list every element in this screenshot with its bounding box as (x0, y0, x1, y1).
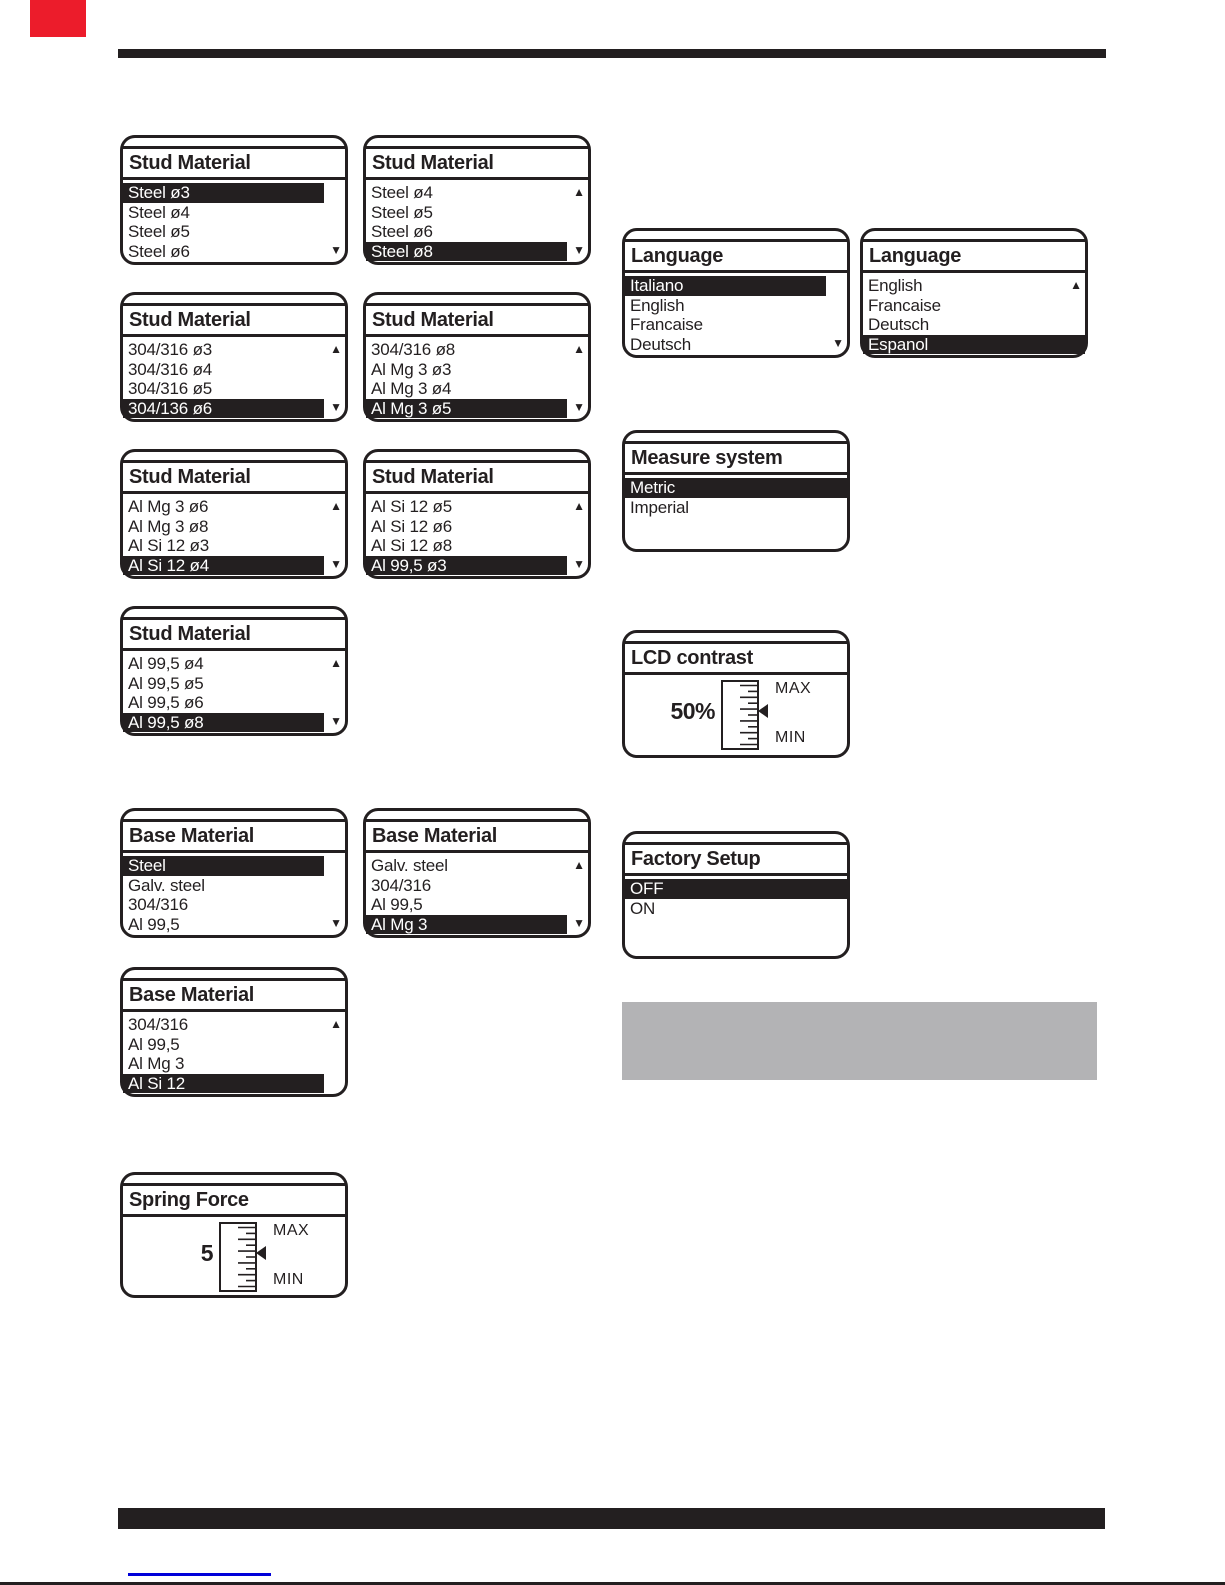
menu-item (123, 654, 345, 674)
menu-item (366, 876, 588, 896)
menu-item-label: Al Mg 3 ø6 (128, 497, 209, 516)
menu-item (123, 876, 345, 896)
menu-item (123, 856, 345, 876)
screen-top-line (625, 231, 847, 242)
menu-item (123, 203, 345, 223)
menu-item-label: 304/316 (128, 1015, 189, 1034)
gauge-pointer-icon (256, 1246, 266, 1260)
menu-item-label: Al Si 12 ø8 (371, 536, 452, 555)
menu-item-label: Francaise (868, 295, 941, 315)
screen-title: Stud Material (123, 463, 345, 494)
lcd-screen-stud-material-5 (120, 449, 348, 579)
menu-item-label: Al Mg 3 ø4 (371, 379, 452, 398)
scroll-up-arrow-icon: ▲ (573, 857, 585, 872)
gauge-body (625, 675, 847, 755)
scroll-up-arrow-icon: ▲ (573, 498, 585, 513)
menu-item-label: Deutsch (630, 334, 691, 354)
menu-item (123, 556, 345, 576)
menu-item-label: Al 99,5 (128, 1034, 180, 1054)
scroll-down-arrow-icon: ▼ (832, 336, 844, 351)
screen-top-line (625, 433, 847, 444)
menu-item (123, 340, 345, 360)
gauge-max-label: MAX (775, 680, 812, 697)
menu-item-label: Deutsch (868, 315, 929, 334)
menu-item-label: Al Mg 3 (128, 1054, 185, 1073)
scroll-up-arrow-icon: ▲ (330, 498, 342, 513)
menu-item (366, 242, 588, 262)
menu-item-label: Al Si 12 ø4 (128, 555, 209, 575)
menu-item (625, 276, 847, 296)
menu-item-label: Steel (128, 856, 166, 875)
menu-item (366, 856, 588, 876)
menu-item-label: Steel ø8 (371, 241, 433, 261)
scroll-down-arrow-icon: ▼ (330, 400, 342, 415)
lcd-screen-stud-material-4 (363, 292, 591, 422)
menu-item-label: Al Si 12 ø3 (128, 536, 209, 555)
scroll-up-arrow-icon: ▲ (573, 184, 585, 199)
menu-item (123, 379, 345, 399)
screen-title: Stud Material (123, 620, 345, 651)
menu-item (123, 360, 345, 380)
menu-item (123, 242, 345, 262)
menu-item-label: Al Mg 3 ø8 (128, 516, 209, 536)
lcd-screen-stud-material-1 (120, 135, 348, 265)
screen-title: Language (863, 242, 1085, 273)
menu-list (123, 180, 345, 261)
menu-list (123, 1012, 345, 1093)
menu-item (863, 335, 1085, 355)
menu-list (366, 853, 588, 934)
menu-item (366, 222, 588, 242)
screen-top-line (123, 138, 345, 149)
lcd-screen-language-1 (622, 228, 850, 358)
menu-item-label: Al 99,5 ø8 (128, 712, 204, 732)
menu-list (366, 180, 588, 261)
menu-item (625, 879, 847, 899)
menu-item (366, 399, 588, 419)
menu-item (366, 340, 588, 360)
screen-title: Stud Material (366, 463, 588, 494)
menu-item (625, 335, 847, 355)
hyperlink-underline[interactable] (128, 1573, 271, 1576)
menu-item (366, 536, 588, 556)
menu-item (123, 517, 345, 537)
scroll-down-arrow-icon: ▼ (330, 243, 342, 258)
menu-item (366, 517, 588, 537)
menu-list (123, 853, 345, 934)
gauge-body (123, 1217, 345, 1297)
lcd-screen-language-2 (860, 228, 1088, 358)
menu-item-label: Al 99,5 ø5 (128, 673, 204, 693)
menu-item-label: Steel ø5 (128, 222, 190, 241)
screen-title: Spring Force (123, 1186, 345, 1217)
menu-item-label: Al Si 12 ø6 (371, 516, 452, 536)
menu-item-label: Al Mg 3 ø5 (371, 398, 452, 418)
menu-item-label: Francaise (630, 315, 703, 334)
menu-item (366, 556, 588, 576)
lcd-screen-spring-force (120, 1172, 348, 1298)
menu-item-label: Imperial (630, 497, 689, 517)
menu-item-label: 304/316 ø4 (128, 359, 213, 379)
screen-title: Base Material (123, 822, 345, 853)
menu-item (366, 360, 588, 380)
menu-item (123, 713, 345, 733)
menu-item-label: Italiano (630, 276, 684, 295)
menu-item (625, 899, 847, 919)
menu-item (123, 222, 345, 242)
menu-item (123, 183, 345, 203)
scroll-down-arrow-icon: ▼ (330, 557, 342, 572)
menu-list (625, 475, 847, 517)
menu-item (863, 315, 1085, 335)
menu-item-label: Al 99,5 ø4 (128, 654, 204, 673)
menu-item (123, 1074, 345, 1094)
screen-top-line (123, 811, 345, 822)
menu-item-label: 304/316 (128, 895, 189, 914)
menu-item (123, 693, 345, 713)
screen-top-line (123, 1175, 345, 1186)
screen-top-line (366, 295, 588, 306)
menu-item (123, 497, 345, 517)
menu-item-label: OFF (630, 879, 664, 898)
menu-item-label: 304/316 ø3 (128, 340, 213, 359)
menu-item (123, 399, 345, 419)
menu-item (625, 498, 847, 518)
lcd-screen-measure-system (622, 430, 850, 552)
menu-item (123, 1054, 345, 1074)
scroll-up-arrow-icon: ▲ (1070, 277, 1082, 292)
scroll-down-arrow-icon: ▼ (573, 400, 585, 415)
lcd-screen-factory-setup (622, 831, 850, 959)
menu-item-label: Al Si 12 (128, 1073, 185, 1093)
bottom-edge-rule (0, 1582, 1225, 1585)
menu-item (366, 203, 588, 223)
menu-item (366, 183, 588, 203)
menu-list (625, 273, 847, 354)
menu-item-label: Al 99,5 ø6 (128, 693, 204, 712)
screen-title: Measure system (625, 444, 847, 475)
scroll-down-arrow-icon: ▼ (573, 243, 585, 258)
menu-item (863, 276, 1085, 296)
menu-item-label: Al 99,5 (128, 914, 180, 934)
screen-title: Factory Setup (625, 845, 847, 876)
lcd-screen-stud-material-6 (363, 449, 591, 579)
lcd-screen-stud-material-2 (363, 135, 591, 265)
screen-title: Base Material (123, 981, 345, 1012)
menu-item (366, 915, 588, 935)
lcd-screen-base-material-3 (120, 967, 348, 1097)
screen-top-line (625, 633, 847, 644)
menu-list (366, 494, 588, 575)
screen-title: Stud Material (123, 149, 345, 180)
scroll-up-arrow-icon: ▲ (330, 341, 342, 356)
menu-item-label: Galv. steel (128, 875, 205, 895)
menu-item (366, 895, 588, 915)
screen-top-line (123, 295, 345, 306)
menu-list (123, 651, 345, 732)
scroll-up-arrow-icon: ▲ (330, 655, 342, 670)
footer-bar (118, 1508, 1105, 1529)
menu-item (123, 915, 345, 935)
scroll-down-arrow-icon: ▼ (573, 916, 585, 931)
screen-top-line (366, 138, 588, 149)
gauge-value: 50% (670, 698, 715, 724)
menu-item-label: Steel ø3 (128, 183, 190, 202)
screen-title: Stud Material (366, 306, 588, 337)
screen-top-line (123, 452, 345, 463)
gauge-ruler (721, 680, 759, 750)
gauge-min-label: MIN (775, 729, 806, 746)
menu-item (863, 296, 1085, 316)
menu-item-label: Steel ø4 (128, 202, 190, 222)
menu-item (625, 478, 847, 498)
menu-item (123, 536, 345, 556)
gray-placeholder-box (622, 1002, 1097, 1080)
menu-item (123, 895, 345, 915)
menu-item-label: 304/316 ø8 (371, 340, 456, 359)
lcd-screen-stud-material-7 (120, 606, 348, 736)
screen-top-line (123, 609, 345, 620)
scroll-down-arrow-icon: ▼ (330, 916, 342, 931)
top-divider-rule (118, 49, 1106, 58)
screen-top-line (863, 231, 1085, 242)
scroll-up-arrow-icon: ▲ (330, 1016, 342, 1031)
screen-title: Language (625, 242, 847, 273)
gauge-pointer-icon (758, 704, 768, 718)
lcd-screen-lcd-contrast (622, 630, 850, 758)
gauge-min-label: MIN (273, 1271, 304, 1288)
screen-top-line (366, 452, 588, 463)
menu-item (123, 674, 345, 694)
menu-item-label: English (630, 295, 685, 315)
menu-item (366, 379, 588, 399)
menu-item-label: Al Si 12 ø5 (371, 497, 452, 516)
menu-item (123, 1035, 345, 1055)
screen-title: Stud Material (123, 306, 345, 337)
menu-item-label: ON (630, 898, 656, 918)
menu-item-label: Galv. steel (371, 856, 448, 875)
menu-item-label: 304/316 ø5 (128, 379, 213, 398)
gauge-max-label: MAX (273, 1222, 310, 1239)
menu-item-label: English (868, 276, 923, 295)
page-corner-marker (30, 0, 86, 37)
menu-item-label: Steel ø5 (371, 202, 433, 222)
menu-item (625, 296, 847, 316)
menu-list (123, 337, 345, 418)
lcd-screen-base-material-1 (120, 808, 348, 938)
menu-item-label: Al Mg 3 ø3 (371, 359, 452, 379)
lcd-screen-base-material-2 (363, 808, 591, 938)
menu-list (366, 337, 588, 418)
gauge-ruler (219, 1222, 257, 1292)
screen-top-line (366, 811, 588, 822)
screen-title: Base Material (366, 822, 588, 853)
menu-item-label: Metric (630, 478, 676, 497)
scroll-down-arrow-icon: ▼ (573, 557, 585, 572)
screen-top-line (625, 834, 847, 845)
screen-title: LCD contrast (625, 644, 847, 675)
screen-title: Stud Material (366, 149, 588, 180)
scroll-down-arrow-icon: ▼ (330, 714, 342, 729)
menu-list (863, 273, 1085, 354)
menu-item-label: Steel ø6 (128, 241, 190, 261)
menu-item-label: Al Mg 3 (371, 914, 428, 934)
menu-item-label: Steel ø4 (371, 183, 433, 202)
menu-item-label: Steel ø6 (371, 222, 433, 241)
menu-list (625, 876, 847, 918)
menu-item-label: Al 99,5 (371, 895, 423, 914)
menu-item-label: Espanol (868, 334, 929, 354)
lcd-screen-stud-material-3 (120, 292, 348, 422)
menu-list (123, 494, 345, 575)
menu-item (123, 1015, 345, 1035)
menu-item-label: 304/316 (371, 875, 432, 895)
menu-item-label: 304/136 ø6 (128, 398, 213, 418)
screen-top-line (123, 970, 345, 981)
scroll-up-arrow-icon: ▲ (573, 341, 585, 356)
menu-item (366, 497, 588, 517)
gauge-value: 5 (200, 1240, 213, 1266)
menu-item (625, 315, 847, 335)
menu-item-label: Al 99,5 ø3 (371, 555, 447, 575)
